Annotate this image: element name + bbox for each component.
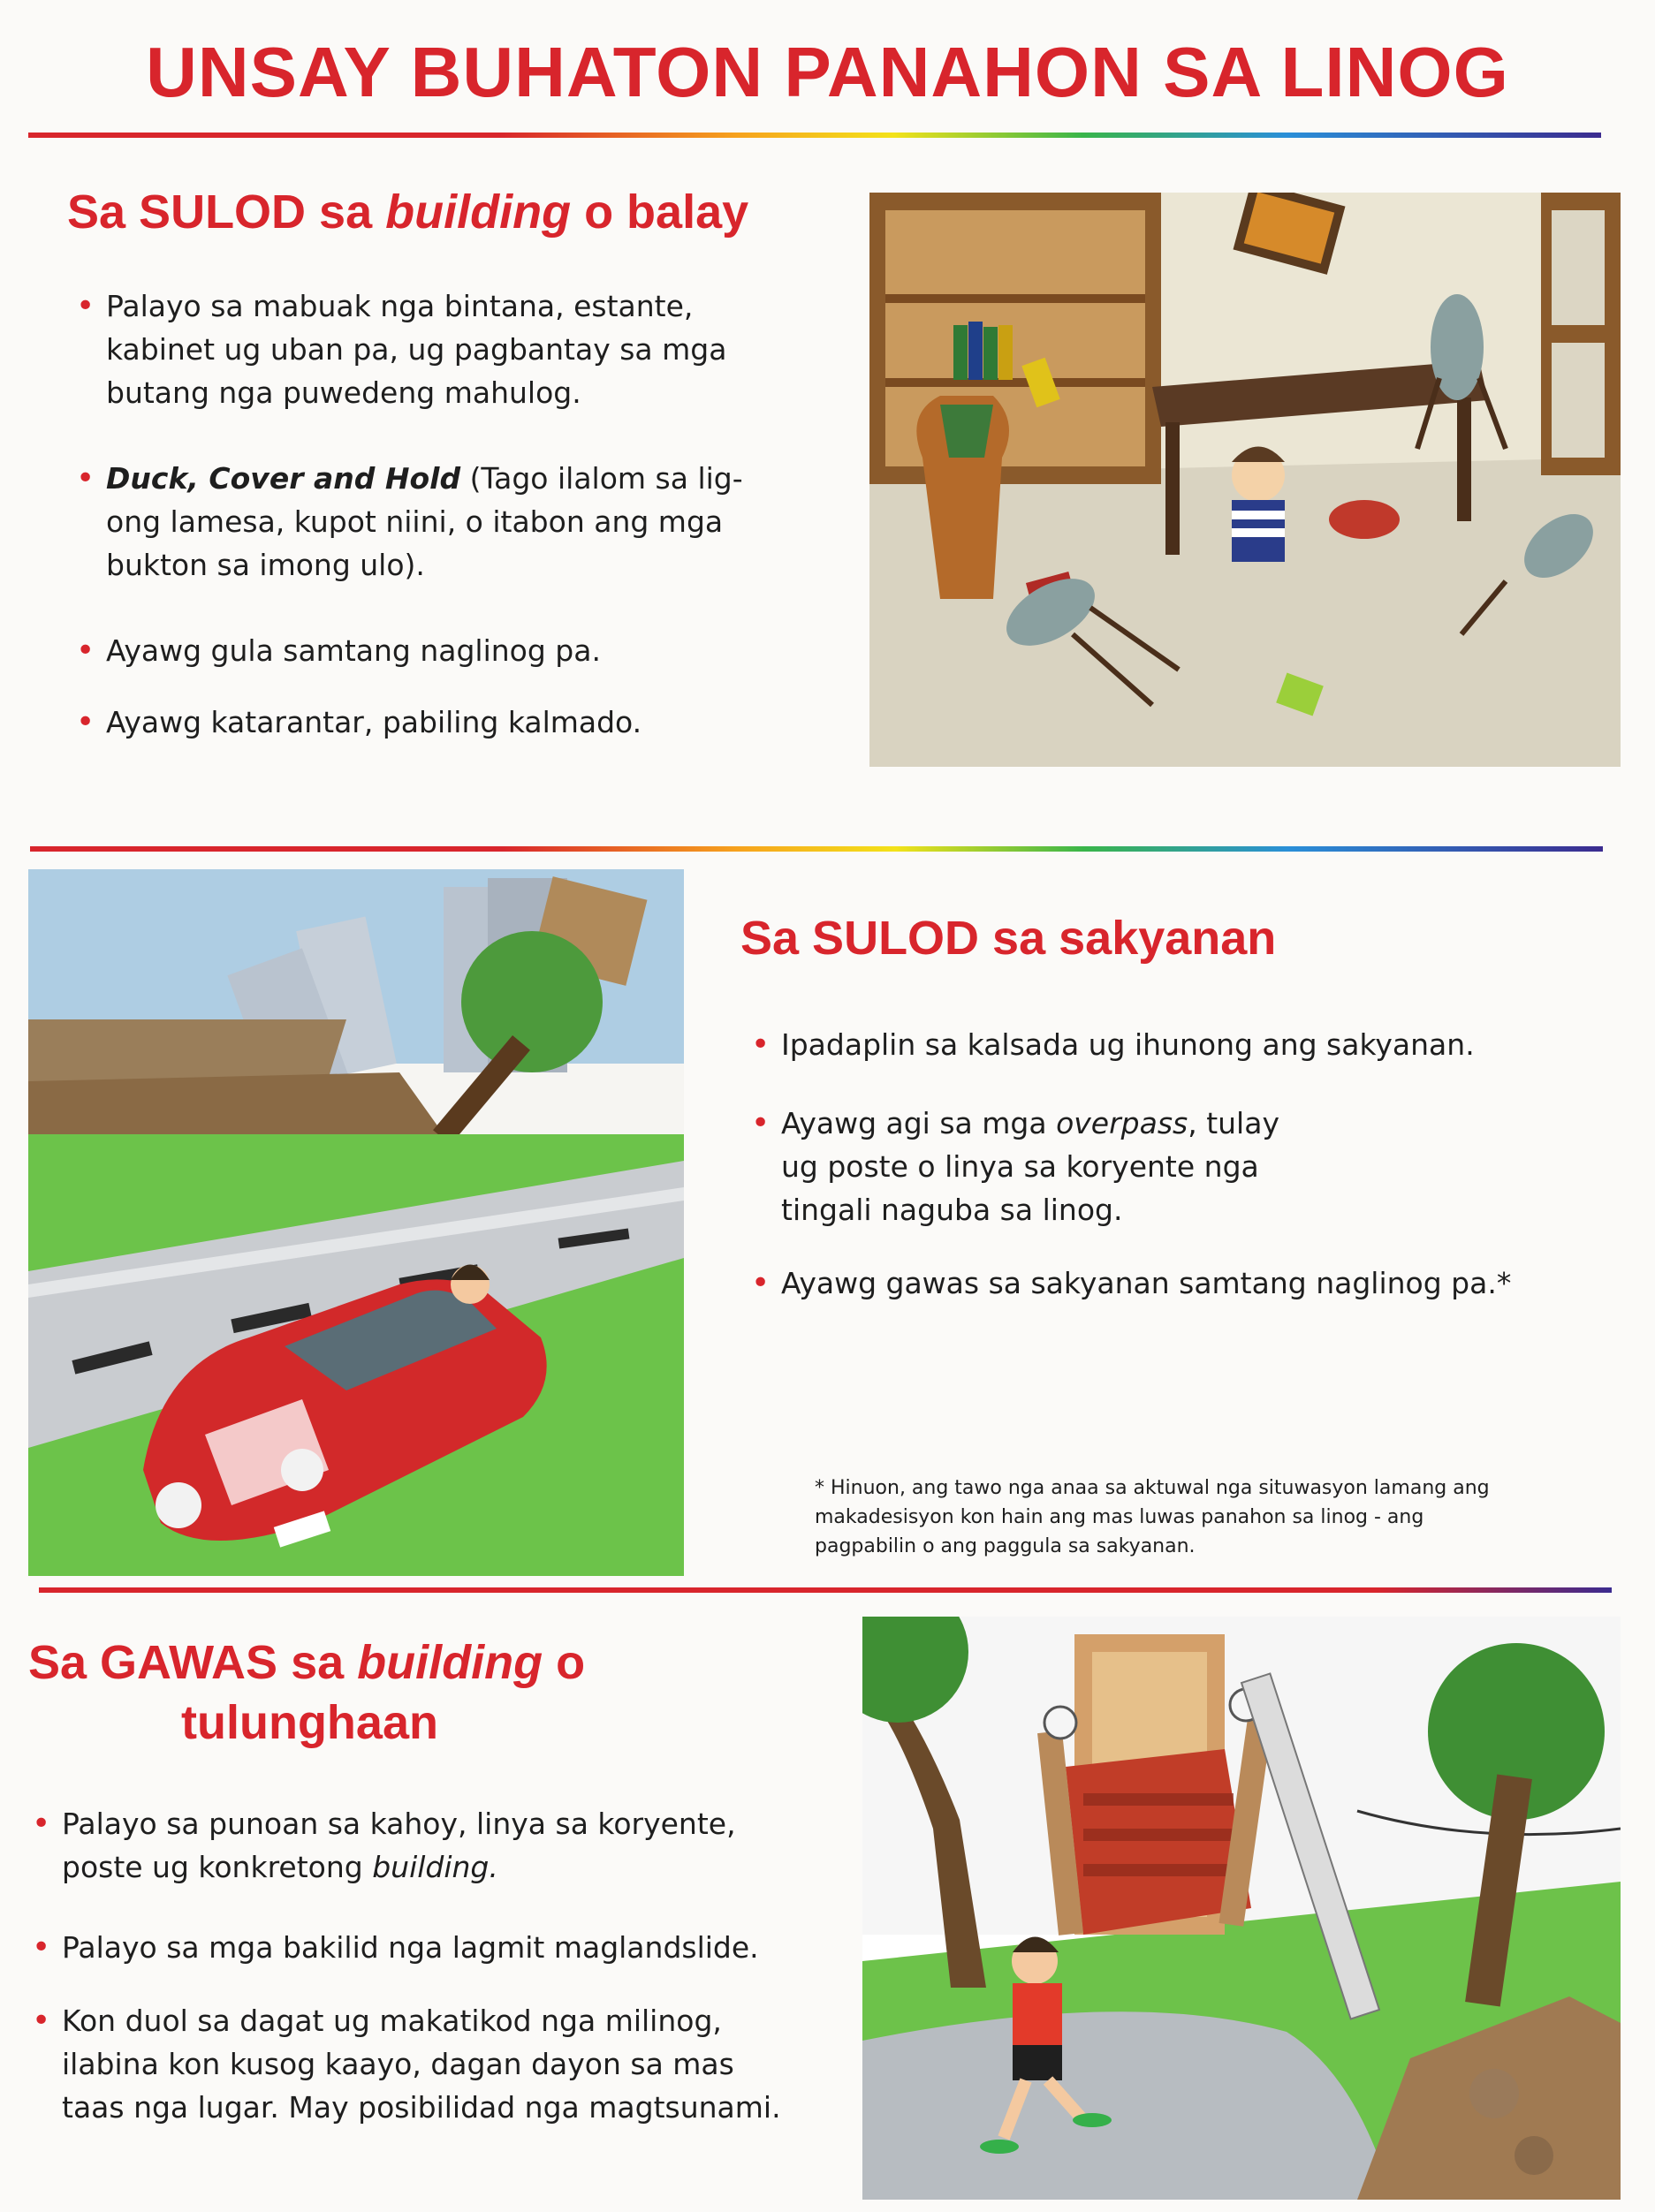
list-item: • Duck, Cover and Hold (Tago ilalom sa lig-ong lamesa, kupot niini, o itabon ang mga bukton sa imong ulo). bbox=[71, 457, 778, 587]
list-item: • Palayo sa punoan sa kahoy, linya sa koryente, poste ug konkretong building. bbox=[27, 1802, 760, 1889]
list-item: • Ayawg gawas sa sakyanan samtang naglinog pa.* bbox=[746, 1261, 1585, 1305]
list-item: • Ipadaplin sa kalsada ug ihunong ang sakyanan. bbox=[746, 1023, 1585, 1066]
section3-heading: Sa GAWAS sa building o bbox=[28, 1636, 586, 1689]
list-item: • Kon duol sa dagat ug makatikod nga milinog, ilabina kon kusog kaayo, dagan dayon sa mas taas nga lugar. May posibilidad nga magtsunami. bbox=[27, 1999, 804, 2129]
car-earthquake-illustration bbox=[28, 869, 684, 1576]
section3-list bbox=[27, 1802, 795, 2129]
title-divider bbox=[28, 133, 1601, 138]
section1-list bbox=[71, 284, 778, 744]
emphasis-text: building. bbox=[372, 1850, 498, 1884]
footnote: * Hinuon, ang tawo nga anaa sa aktuwal nga situwasyon lamang ang makadesisyon kon hain ang mas luwas panahon sa linog - ang pagpabilin o ang paggula sa sakyanan. bbox=[815, 1477, 1490, 1557]
section3-heading-line2: tulunghaan bbox=[181, 1696, 438, 1749]
page-title: UNSAY BUHATON PANAHON SA LINOG bbox=[146, 33, 1509, 111]
list-item: • Ayawg agi sa mga overpass, tulay ug poste o linya sa koryente nga tingali naguba sa linog. bbox=[746, 1102, 1311, 1231]
section2-list bbox=[746, 1023, 1585, 1305]
indoor-earthquake-illustration bbox=[869, 193, 1621, 767]
outdoor-earthquake-illustration bbox=[862, 1617, 1621, 2200]
emphasis-text: overpass bbox=[1056, 1106, 1188, 1140]
list-item: • Palayo sa mga bakilid nga lagmit maglandslide. bbox=[27, 1926, 795, 1969]
section-divider bbox=[30, 846, 1603, 852]
section2-heading: Sa SULOD sa sakyanan bbox=[740, 912, 1277, 965]
section1-heading: Sa SULOD sa building o balay bbox=[67, 186, 749, 239]
list-item: • Ayawg gula samtang naglinog pa. bbox=[71, 629, 778, 672]
emphasis-text: Duck, Cover and Hold bbox=[106, 461, 461, 496]
section-divider bbox=[39, 1587, 1612, 1593]
list-item: • Palayo sa mabuak nga bintana, estante, kabinet ug uban pa, ug pagbantay sa mga butang nga puwedeng mahulog. bbox=[71, 284, 778, 414]
list-item: • Ayawg katarantar, pabiling kalmado. bbox=[71, 701, 778, 744]
